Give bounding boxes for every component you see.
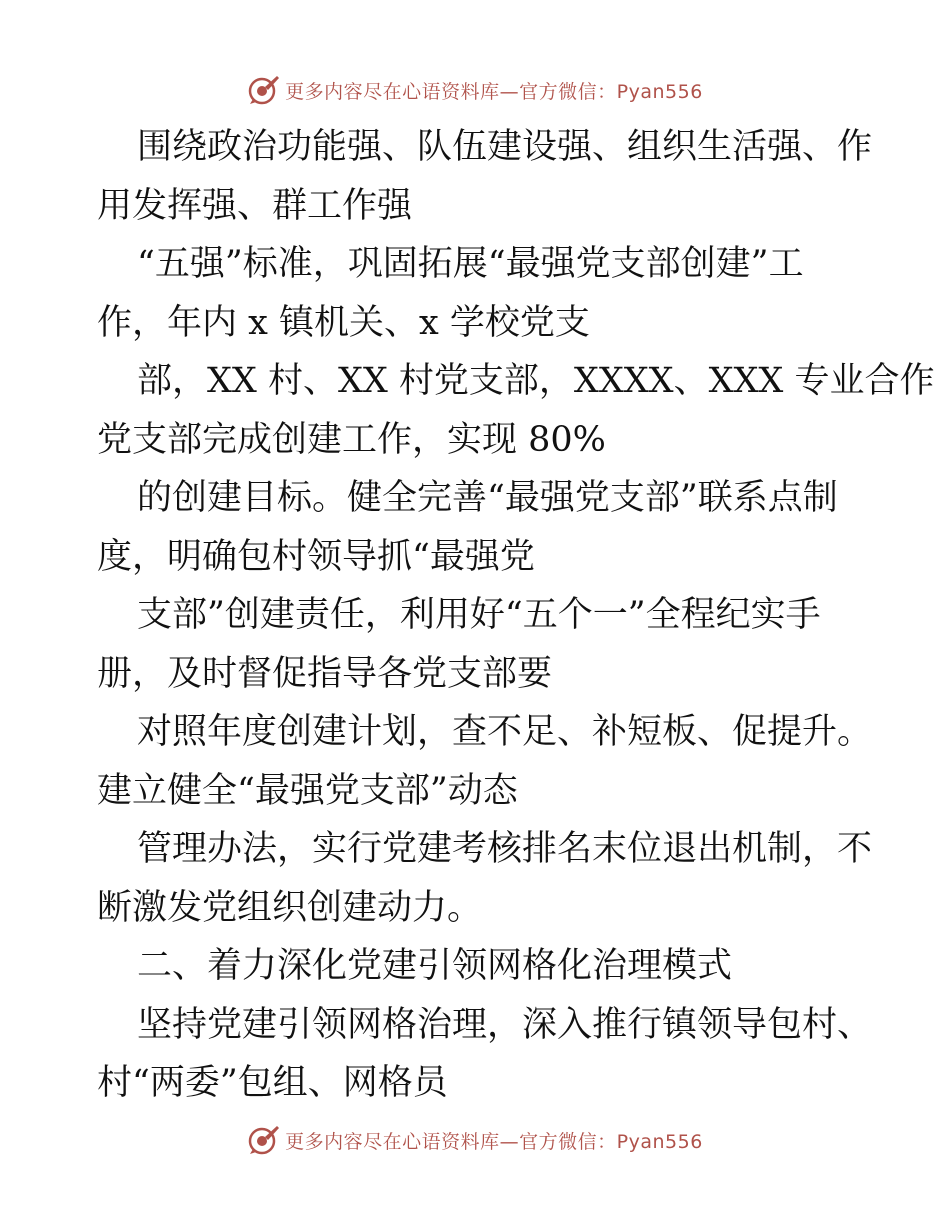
watermark-text: 更多内容尽在心语资料库—官方微信：Pyan556 <box>285 80 703 103</box>
text-line: 村“两委”包组、网格员 <box>97 1063 448 1103</box>
pen-seal-icon <box>247 73 281 107</box>
text-line: 围绕政治功能强、队伍建设强、组织生活强、作 <box>137 127 873 167</box>
text-line: 度，明确包村领导抓“最强党 <box>97 536 535 577</box>
text-line: 党支部完成创建工作，实现 80% <box>97 419 606 460</box>
text-line: 对照年度创建计划，查不足、补短板、促提升。 <box>137 712 873 752</box>
document-body <box>97 118 935 1113</box>
text-line: 的创建目标。健全完善“最强党支部”联系点制 <box>137 478 838 518</box>
watermark-text: 更多内容尽在心语资料库—官方微信：Pyan556 <box>285 1130 703 1153</box>
text-line: 断激发党组织创建动力。 <box>97 887 483 928</box>
watermark-header <box>0 70 950 110</box>
watermark-footer <box>0 1120 950 1160</box>
text-line: 部，XX 村、XX 村党支部，XXXX、XXX 专业合作 <box>137 361 935 401</box>
text-line: 作，年内 x 镇机关、x 学校党支 <box>97 302 590 343</box>
text-line: 册，及时督促指导各党支部要 <box>97 653 553 694</box>
text-line: 用发挥强、群工作强 <box>97 185 413 226</box>
text-line: 支部”创建责任，利用好“五个一”全程纪实手 <box>137 595 821 635</box>
pen-seal-icon <box>247 1123 281 1157</box>
section-heading: 二、着力深化党建引领网格化治理模式 <box>137 946 733 986</box>
text-line: “五强”标准，巩固拓展“最强党支部创建”工 <box>137 244 804 284</box>
text-line: 建立健全“最强党支部”动态 <box>97 770 518 811</box>
text-line: 坚持党建引领网格治理，深入推行镇领导包村、 <box>137 1004 873 1045</box>
text-line: 管理办法，实行党建考核排名末位退出机制，不 <box>137 829 873 869</box>
